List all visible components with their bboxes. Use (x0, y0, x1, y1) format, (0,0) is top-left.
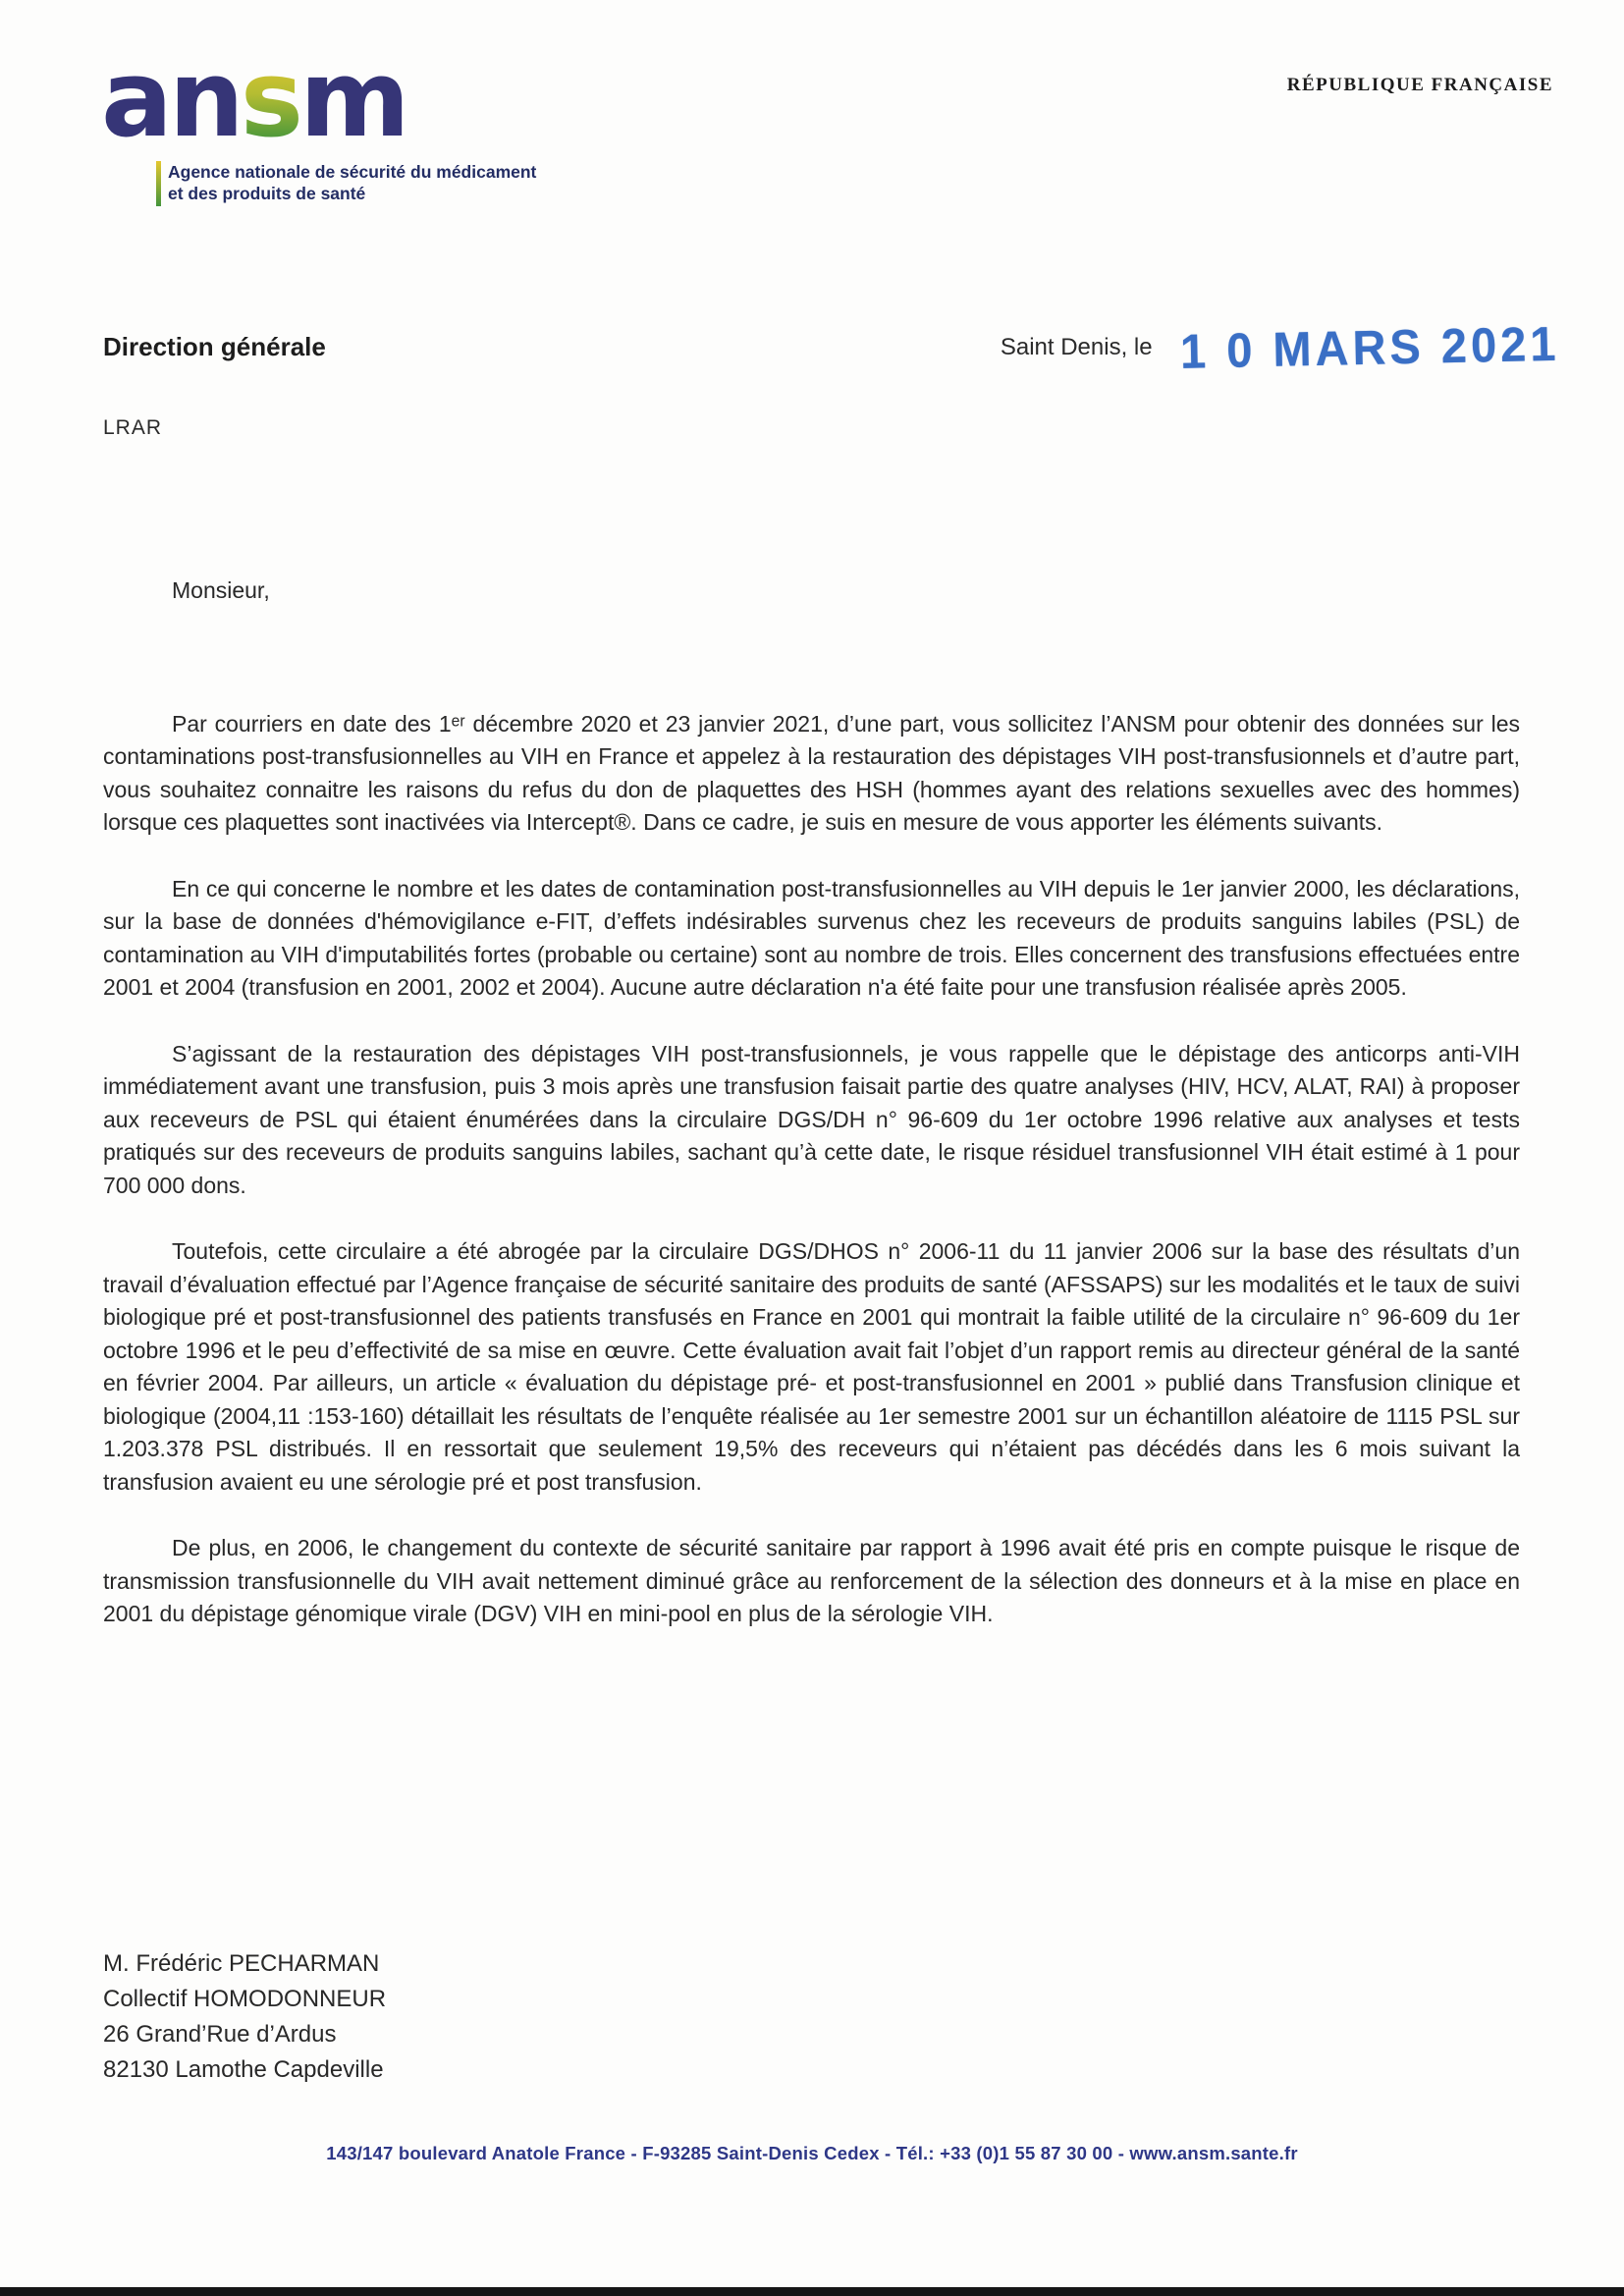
logo-letter-s: s (240, 38, 300, 161)
logo-letters-an: an (101, 38, 241, 161)
place-label: Saint Denis, le (1000, 333, 1153, 360)
recipient-city: 82130 Lamothe Capdeville (103, 2056, 384, 2083)
direction-generale-heading: Direction générale (103, 332, 326, 361)
logo-subtitle-text (168, 161, 536, 206)
paragraph-4: Toutefois, cette circulaire a été abrogée par la circulaire DGS/DHOS n° 2006-11 du 11 janvier 2006 sur la base des résultats d’un travail d’évaluation effectué par l’Agence française de sécurité sanitaire des produits de santé (AFSSAPS) sur les modalités et le taux de suivi biologique pré et post-transfusionnel des patients transfusés en France en 2001 qui montrait la faible utilité de la circulaire n° 96-609 du 1er octobre 1996 et le peu d’effectivité de sa mise en œuvre. Cette évaluation avait fait l’objet d’un rapport remis au directeur général de la santé en février 2004. Par ailleurs, un article « évaluation du dépistage pré- et post-transfusionnel en 2001 » publié dans Transfusion clinique et biologique (2004,11 :153-160) détaillait les résultats de l’enquête réalisée au 1er semestre 2001 sur un échantillon aléatoire de 1115 PSL sur 1.203.378 PSL distribués. Il en ressortait que seulement 19,5% des receveurs qui n’étaient pas décédés dans les 6 mois suivant la transfusion avaient eu une sérologie pré et post transfusion. (103, 1238, 1520, 1495)
republique-francaise-label: RÉPUBLIQUE FRANÇAISE (1286, 75, 1553, 95)
recipient-name: M. Frédéric PECHARMAN (103, 1950, 380, 1977)
logo-letter-m: m (299, 38, 406, 161)
ansm-logo-wordmark (101, 38, 536, 161)
letter-body (103, 574, 1520, 1665)
logo-subtitle-accent-bar (156, 161, 161, 206)
logo-subtitle (156, 161, 536, 206)
recipient-organization: Collectif HOMODONNEUR (103, 1986, 387, 2012)
salutation: Monsieur, (172, 577, 270, 603)
footer-contact-line: 143/147 boulevard Anatole France - F-93285 Saint-Denis Cedex - Tél.: +33 (0)1 55 87 30 00 - www.ansm.sante.fr (326, 2143, 1298, 2163)
date-ink-stamp: 1 0 MARS 2021 (1179, 315, 1560, 379)
logo-subtitle-line2: et des produits de santé (168, 184, 366, 203)
lrar-label: LRAR (103, 416, 163, 439)
recipient-address-block (103, 1946, 386, 2088)
paragraph-1: Par courriers en date des 1ᵉʳ décembre 2020 et 23 janvier 2021, d’une part, vous sollicitez l’ANSM pour obtenir des données sur les contaminations post-transfusionnelles au VIH en France et appelez à la restauration des dépistages VIH post-transfusionnels et d’autre part, vous souhaitez connaitre les raisons du refus du don de plaquettes des HSH (hommes ayant des relations sexuelles avec des hommes) lorsque ces plaquettes sont inactivées via Intercept®. Dans ce cadre, je suis en mesure de vous apporter les éléments suivants. (103, 710, 1520, 835)
paragraph-5: De plus, en 2006, le changement du contexte de sécurité sanitaire par rapport à 1996 avait été pris en compte puisque le risque de transmission transfusionnelle du VIH avait nettement diminué grâce au renforcement de la sélection des donneurs et à la mise en place en 2001 du dépistage génomique virale (DGV) VIH en mini-pool en plus de la sérologie VIH. (103, 1535, 1520, 1626)
paragraph-2: En ce qui concerne le nombre et les dates de contamination post-transfusionnelles au VIH depuis le 1er janvier 2000, les déclarations, sur la base de données d'hémovigilance e-FIT, d’effets indésirables survenus chez les receveurs de produits sanguins labiles (PSL) de contamination au VIH d'imputabilités fortes (probable ou certaine) sont au nombre de trois. Elles concernent des transfusions effectuées entre 2001 et 2004 (transfusion en 2001, 2002 et 2004). Aucune autre déclaration n'a été faite pour une transfusion réalisée après 2005. (103, 875, 1520, 1000)
ansm-logo (101, 38, 537, 206)
recipient-street: 26 Grand’Rue d’Ardus (103, 2021, 337, 2048)
paragraph-3: S’agissant de la restauration des dépistages VIH post-transfusionnels, je vous rappelle que le dépistage des anticorps anti-VIH immédiatement avant une transfusion, puis 3 mois après une transfusion faisait partie des quatre analyses (HIV, HCV, ALAT, RAI) à proposer aux receveurs de PSL qui étaient énumérées dans la circulaire DGS/DH n° 96-609 du 1er octobre 1996 relative aux analyses et tests pratiqués sur des receveurs de produits sanguins labiles, sachant qu’à cette date, le risque résiduel transfusionnel VIH était estimé à 1 pour 700 000 dons. (103, 1040, 1520, 1198)
logo-subtitle-line1: Agence nationale de sécurité du médicament (168, 162, 537, 182)
place-and-date-row (1000, 315, 1560, 379)
scan-edge-artifact (0, 2287, 1624, 2296)
